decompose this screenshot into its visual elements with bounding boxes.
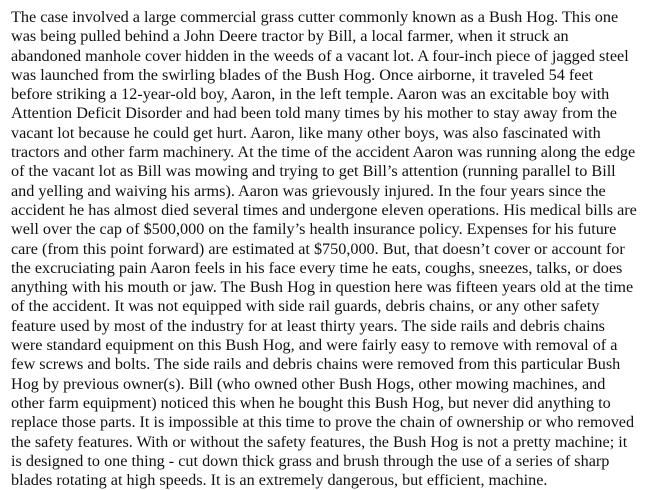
paragraph-line: before striking a 12-year-old boy, Aaron, in the left temple. Aaron was an excitable boy with xyxy=(11,85,610,104)
paragraph-line: were standard equipment on this Bush Hog, and were fairly easy to remove with removal of a xyxy=(11,336,618,355)
paragraph-line: was being pulled behind a John Deere tractor by Bill, a local farmer, when it struck an xyxy=(11,27,569,46)
paragraph-line: the safety features. With or without the safety features, the Bush Hog is not a pretty machine; it xyxy=(11,432,628,451)
paragraph-line: accident he has almost died several times and undergone eleven operations. His medical bills are xyxy=(11,200,637,219)
paragraph-line: the excruciating pain Aaron feels in his face every time he eats, coughs, sneezes, talks, or does xyxy=(11,258,623,277)
paragraph-line: of the vacant lot as Bill was mowing and trying to get Bill’s attention (running parallel to Bill xyxy=(11,162,616,181)
paragraph-line: The case involved a large commercial grass cutter commonly known as a Bush Hog. This one xyxy=(11,8,619,26)
paragraph-line: care (from this point forward) are estimated at $750,000. But, that doesn’t cover or account for xyxy=(11,239,625,258)
paragraph-line: anything with his mouth or jaw. The Bush Hog in question here was fifteen years old at the time xyxy=(11,278,634,297)
paragraph-line: Attention Deficit Disorder and had been told many times by his mother to stay away from the xyxy=(11,104,617,123)
paragraph-line: well over the cap of $500,000 on the family’s health insurance policy. Expenses for his future xyxy=(11,220,617,239)
paragraph-line: abandoned manhole cover hidden in the weeds of a vacant lot. A four-inch piece of jagged steel xyxy=(11,46,629,65)
paragraph-line: few screws and bolts. The side rails and debris chains were removed from this particular Bush xyxy=(11,355,621,374)
paragraph-line: and yelling and waiving his arms). Aaron was grievously injured. In the four years since the xyxy=(11,181,606,200)
paragraph-line: was launched from the swirling blades of the Bush Hog. Once airborne, it traveled 54 feet xyxy=(11,65,594,84)
paragraph-line: vacant lot because he could get hurt. Aaron, like many other boys, was also fascinated with xyxy=(11,123,601,142)
case-description-paragraph xyxy=(11,8,647,490)
paragraph-line: replace those parts. It is impossible at this time to prove the chain of ownership or who removed xyxy=(11,413,635,432)
paragraph-line: feature used by most of the industry for at least thirty years. The side rails and debris chains xyxy=(11,316,605,335)
paragraph-line: is designed to one thing - cut down thick grass and brush through the use of a series of sharp xyxy=(11,451,610,470)
paragraph-line: Hog by previous owner(s). Bill (who owned other Bush Hogs, other mowing machines, and xyxy=(11,374,606,393)
paragraph-line: blades rotating at high speeds. It is an extremely dangerous, but efficient, machine. xyxy=(11,471,548,490)
paragraph-line: other farm equipment) noticed this when he bought this Bush Hog, but never did anything to xyxy=(11,393,611,412)
paragraph-line: tractors and other farm machinery. At the time of the accident Aaron was running along the edge xyxy=(11,143,636,162)
paragraph-line: of the accident. It was not equipped with side rail guards, debris chains, or any other safety xyxy=(11,297,600,316)
